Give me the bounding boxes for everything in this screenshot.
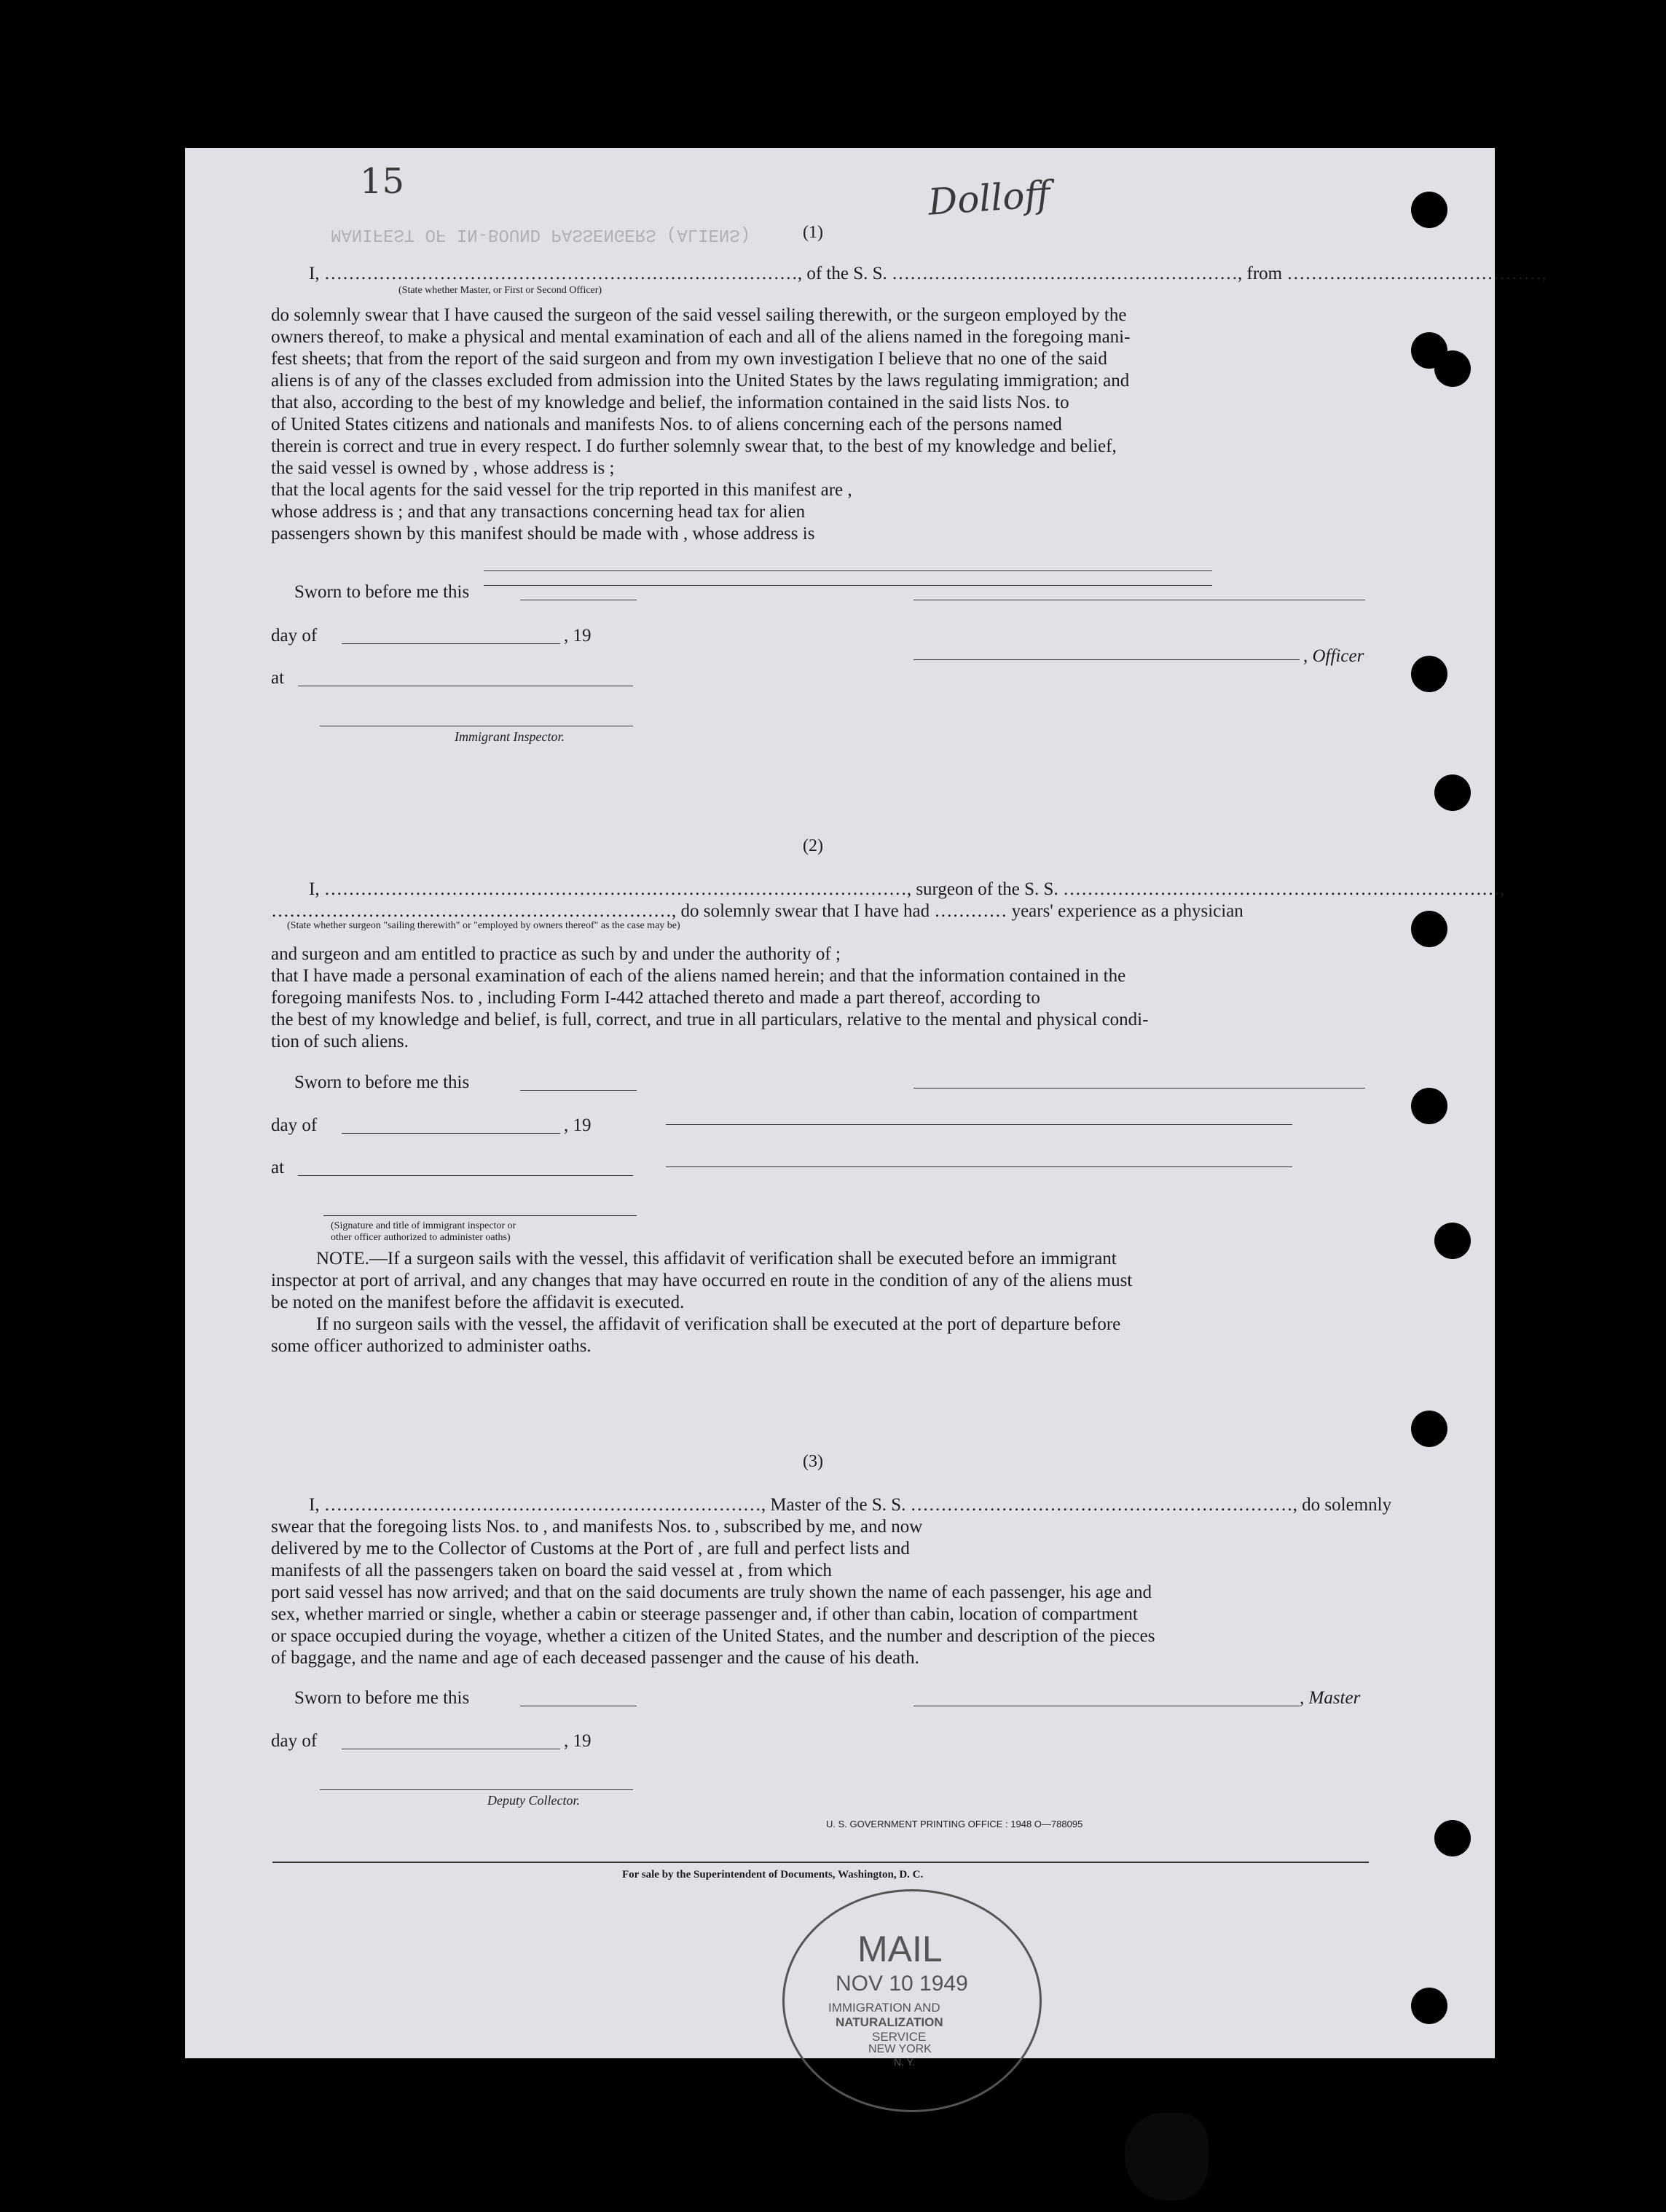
s1-line-1: do solemnly swear that I have caused the surgeon of the said vessel sailing therewith, or the surgeon employed by the: [271, 305, 1127, 325]
ink-blot: [1125, 2113, 1209, 2200]
s3-line-2: delivered by me to the Collector of Customs at the Port of , are full and perfect lists and: [271, 1539, 910, 1558]
s1-blank-line: [484, 570, 1212, 571]
punch-hole: [1411, 1988, 1447, 2024]
punch-hole: [1434, 1820, 1471, 1856]
punch-hole: [1411, 192, 1447, 228]
stamp-line-3: SERVICE: [872, 2030, 927, 2044]
s2-blank-line: [666, 1124, 1292, 1125]
s1-line-5: that also, according to the best of my knowledge and belief, the information contained in the said lists Nos. to: [271, 393, 1069, 412]
s2-signature-caption-2: other officer authorized to administer oaths): [331, 1232, 511, 1243]
stamp-date: NOV 10 1949: [836, 1972, 968, 1996]
s1-line-3: fest sheets; that from the report of the said surgeon and from my own investigation I believe that no one of the said: [271, 349, 1107, 369]
footer-rule: [272, 1862, 1369, 1863]
s1-line-6: of United States citizens and nationals and manifests Nos. to of aliens concerning each of the persons named: [271, 415, 1062, 434]
s2-signature-caption-1: (Signature and title of immigrant inspector or: [331, 1220, 516, 1231]
s1-line-9: that the local agents for the said vessel for the trip reported in this manifest are ,: [271, 480, 852, 500]
s2-blank-line: [666, 1166, 1292, 1167]
s2-line-3: that I have made a personal examination of each of the aliens named herein; and that the information contained in the: [271, 966, 1126, 986]
manifest-verification-page: [185, 148, 1547, 2068]
punch-hole: [1434, 1223, 1471, 1259]
s2-note-0: NOTE.—If a surgeon sails with the vessel, this affidavit of verification shall be executed before an immigrant: [316, 1249, 1117, 1268]
s1-line-2: owners thereof, to make a physical and mental examination of each and all of the aliens named in the foregoing mani-: [271, 327, 1131, 347]
punch-hole: [1411, 656, 1447, 692]
punch-hole: [1434, 774, 1471, 811]
for-sale-imprint: For sale by the Superintendent of Documents, Washington, D. C.: [622, 1869, 924, 1880]
s3-line-3: manifests of all the passengers taken on board the said vessel at , from which: [271, 1561, 832, 1580]
s2-note-1: inspector at port of arrival, and any changes that may have occurred en route in the condition of any of the aliens must: [271, 1271, 1133, 1290]
s1-line-4: aliens is of any of the classes excluded from admission into the United States by the laws regulating immigration; and: [271, 371, 1130, 391]
s1-line-8: the said vessel is owned by , whose address is ;: [271, 458, 615, 478]
s3-line-5: sex, whether married or single, whether a cabin or steerage passenger and, if other than cabin, location of compartment: [271, 1604, 1138, 1624]
s1-at-label: at: [271, 668, 285, 688]
s3-sworn-label: Sworn to before me this: [294, 1688, 470, 1708]
s1-inspector-caption: Immigrant Inspector.: [455, 729, 565, 744]
stamp-mail-text: MAIL: [857, 1929, 943, 1969]
s2-note-4: some officer authorized to administer oaths.: [271, 1336, 592, 1356]
section-1-number: (1): [803, 223, 823, 242]
s3-collector-caption: Deputy Collector.: [487, 1793, 580, 1808]
s1-line-10: whose address is ; and that any transactions concerning head tax for alien: [271, 502, 806, 522]
s3-line-6: or space occupied during the voyage, whether a citizen of the United States, and the number and description of the pieces: [271, 1626, 1155, 1646]
s1-day-label: day of: [271, 626, 318, 646]
s1-line-11: passengers shown by this manifest should be made with , whose address is: [271, 524, 815, 544]
s2-sworn-line: [520, 1090, 637, 1091]
section-3-number: (3): [803, 1452, 823, 1471]
s2-at-label: at: [271, 1158, 285, 1177]
s1-sworn-label: Sworn to before me this: [294, 582, 470, 602]
s3-collector-line: [320, 1789, 633, 1790]
s2-inspector-line: [323, 1215, 637, 1216]
punch-hole: [1411, 1411, 1447, 1447]
punch-hole: [1411, 1088, 1447, 1124]
s1-master-caption: (State whether Master, or First or Second Officer): [398, 285, 602, 296]
s1-officer-label: , Officer: [1303, 646, 1364, 666]
s2-line-4: foregoing manifests Nos. to , including Form I-442 attached thereto and made a part thereof, according to: [271, 988, 1040, 1008]
s1-day-line: [342, 643, 560, 644]
printing-office-imprint: U. S. GOVERNMENT PRINTING OFFICE : 1948 O—788095: [826, 1819, 1083, 1829]
s2-signature-line: [913, 1088, 1365, 1089]
s2-note-2: be noted on the manifest before the affidavit is executed.: [271, 1293, 685, 1312]
s2-line-1: …………………………………………………………, do solemnly swear that I have had ………… years' experience as a physician: [271, 901, 1243, 921]
section-2-number: (2): [803, 836, 823, 855]
handwritten-number: 15: [360, 161, 405, 202]
handwritten-name: Dolloff: [927, 173, 1052, 224]
s2-line-6: tion of such aliens.: [271, 1032, 409, 1051]
s2-note-3: If no surgeon sails with the vessel, the affidavit of verification shall be executed at the port of departure before: [316, 1314, 1121, 1334]
stamp-line-5: N. Y.: [894, 2056, 916, 2068]
s1-year-label: , 19: [564, 626, 592, 646]
punch-hole: [1434, 350, 1471, 387]
s2-line-2: and surgeon and am entitled to practice as such by and under the authority of ;: [271, 944, 841, 964]
s2-day-line: [342, 1133, 560, 1134]
s3-line-4: port said vessel has now arrived; and that on the said documents are truly shown the name of each passenger, his age and: [271, 1582, 1152, 1602]
mail-received-stamp: [782, 1889, 1042, 2112]
stamp-line-2: NATURALIZATION: [836, 2015, 943, 2029]
s2-day-label: day of: [271, 1115, 318, 1135]
s1-line-0: I, ……………………………………………………………………, of the S. S. …………………………………………………, from ……………………………………,: [309, 264, 1547, 283]
bleed-through-header: MANIFEST OF IN-BOUND PASSENGERS (ALIENS): [331, 224, 751, 244]
s3-day-label: day of: [271, 1731, 318, 1751]
s2-surgeon-caption: (State whether surgeon "sailing therewith" or "employed by owners thereof" as the case may be): [287, 920, 680, 931]
s1-line-7: therein is correct and true in every respect. I do further solemnly swear that, to the best of my knowledge and belief,: [271, 436, 1117, 456]
s3-line-1: swear that the foregoing lists Nos. to , and manifests Nos. to , subscribed by me, and now: [271, 1517, 923, 1537]
s3-year-label: , 19: [564, 1731, 592, 1751]
s3-line-0: I, ………………………………………………………………, Master of the S. S. ………………………………………………………, do solemnly: [309, 1495, 1392, 1515]
s3-line-7: of baggage, and the name and age of each deceased passenger and the cause of his death.: [271, 1648, 919, 1668]
punch-hole: [1411, 911, 1447, 947]
stamp-line-4: NEW YORK: [868, 2043, 932, 2055]
s2-line-5: the best of my knowledge and belief, is full, correct, and true in all particulars, relative to the mental and physical condi-: [271, 1010, 1149, 1029]
s2-at-line: [298, 1175, 633, 1176]
s2-line-0: I, ……………………………………………………………………………………, surgeon of the S. S. ………………………………………………………………,: [309, 879, 1505, 899]
stamp-line-1: IMMIGRATION AND: [828, 2001, 940, 2015]
s1-signature-line: [913, 659, 1300, 660]
s3-master-label: , Master: [1300, 1688, 1361, 1708]
s2-year-label: , 19: [564, 1115, 592, 1135]
s2-sworn-label: Sworn to before me this: [294, 1072, 470, 1092]
s1-blank-line: [484, 585, 1212, 586]
